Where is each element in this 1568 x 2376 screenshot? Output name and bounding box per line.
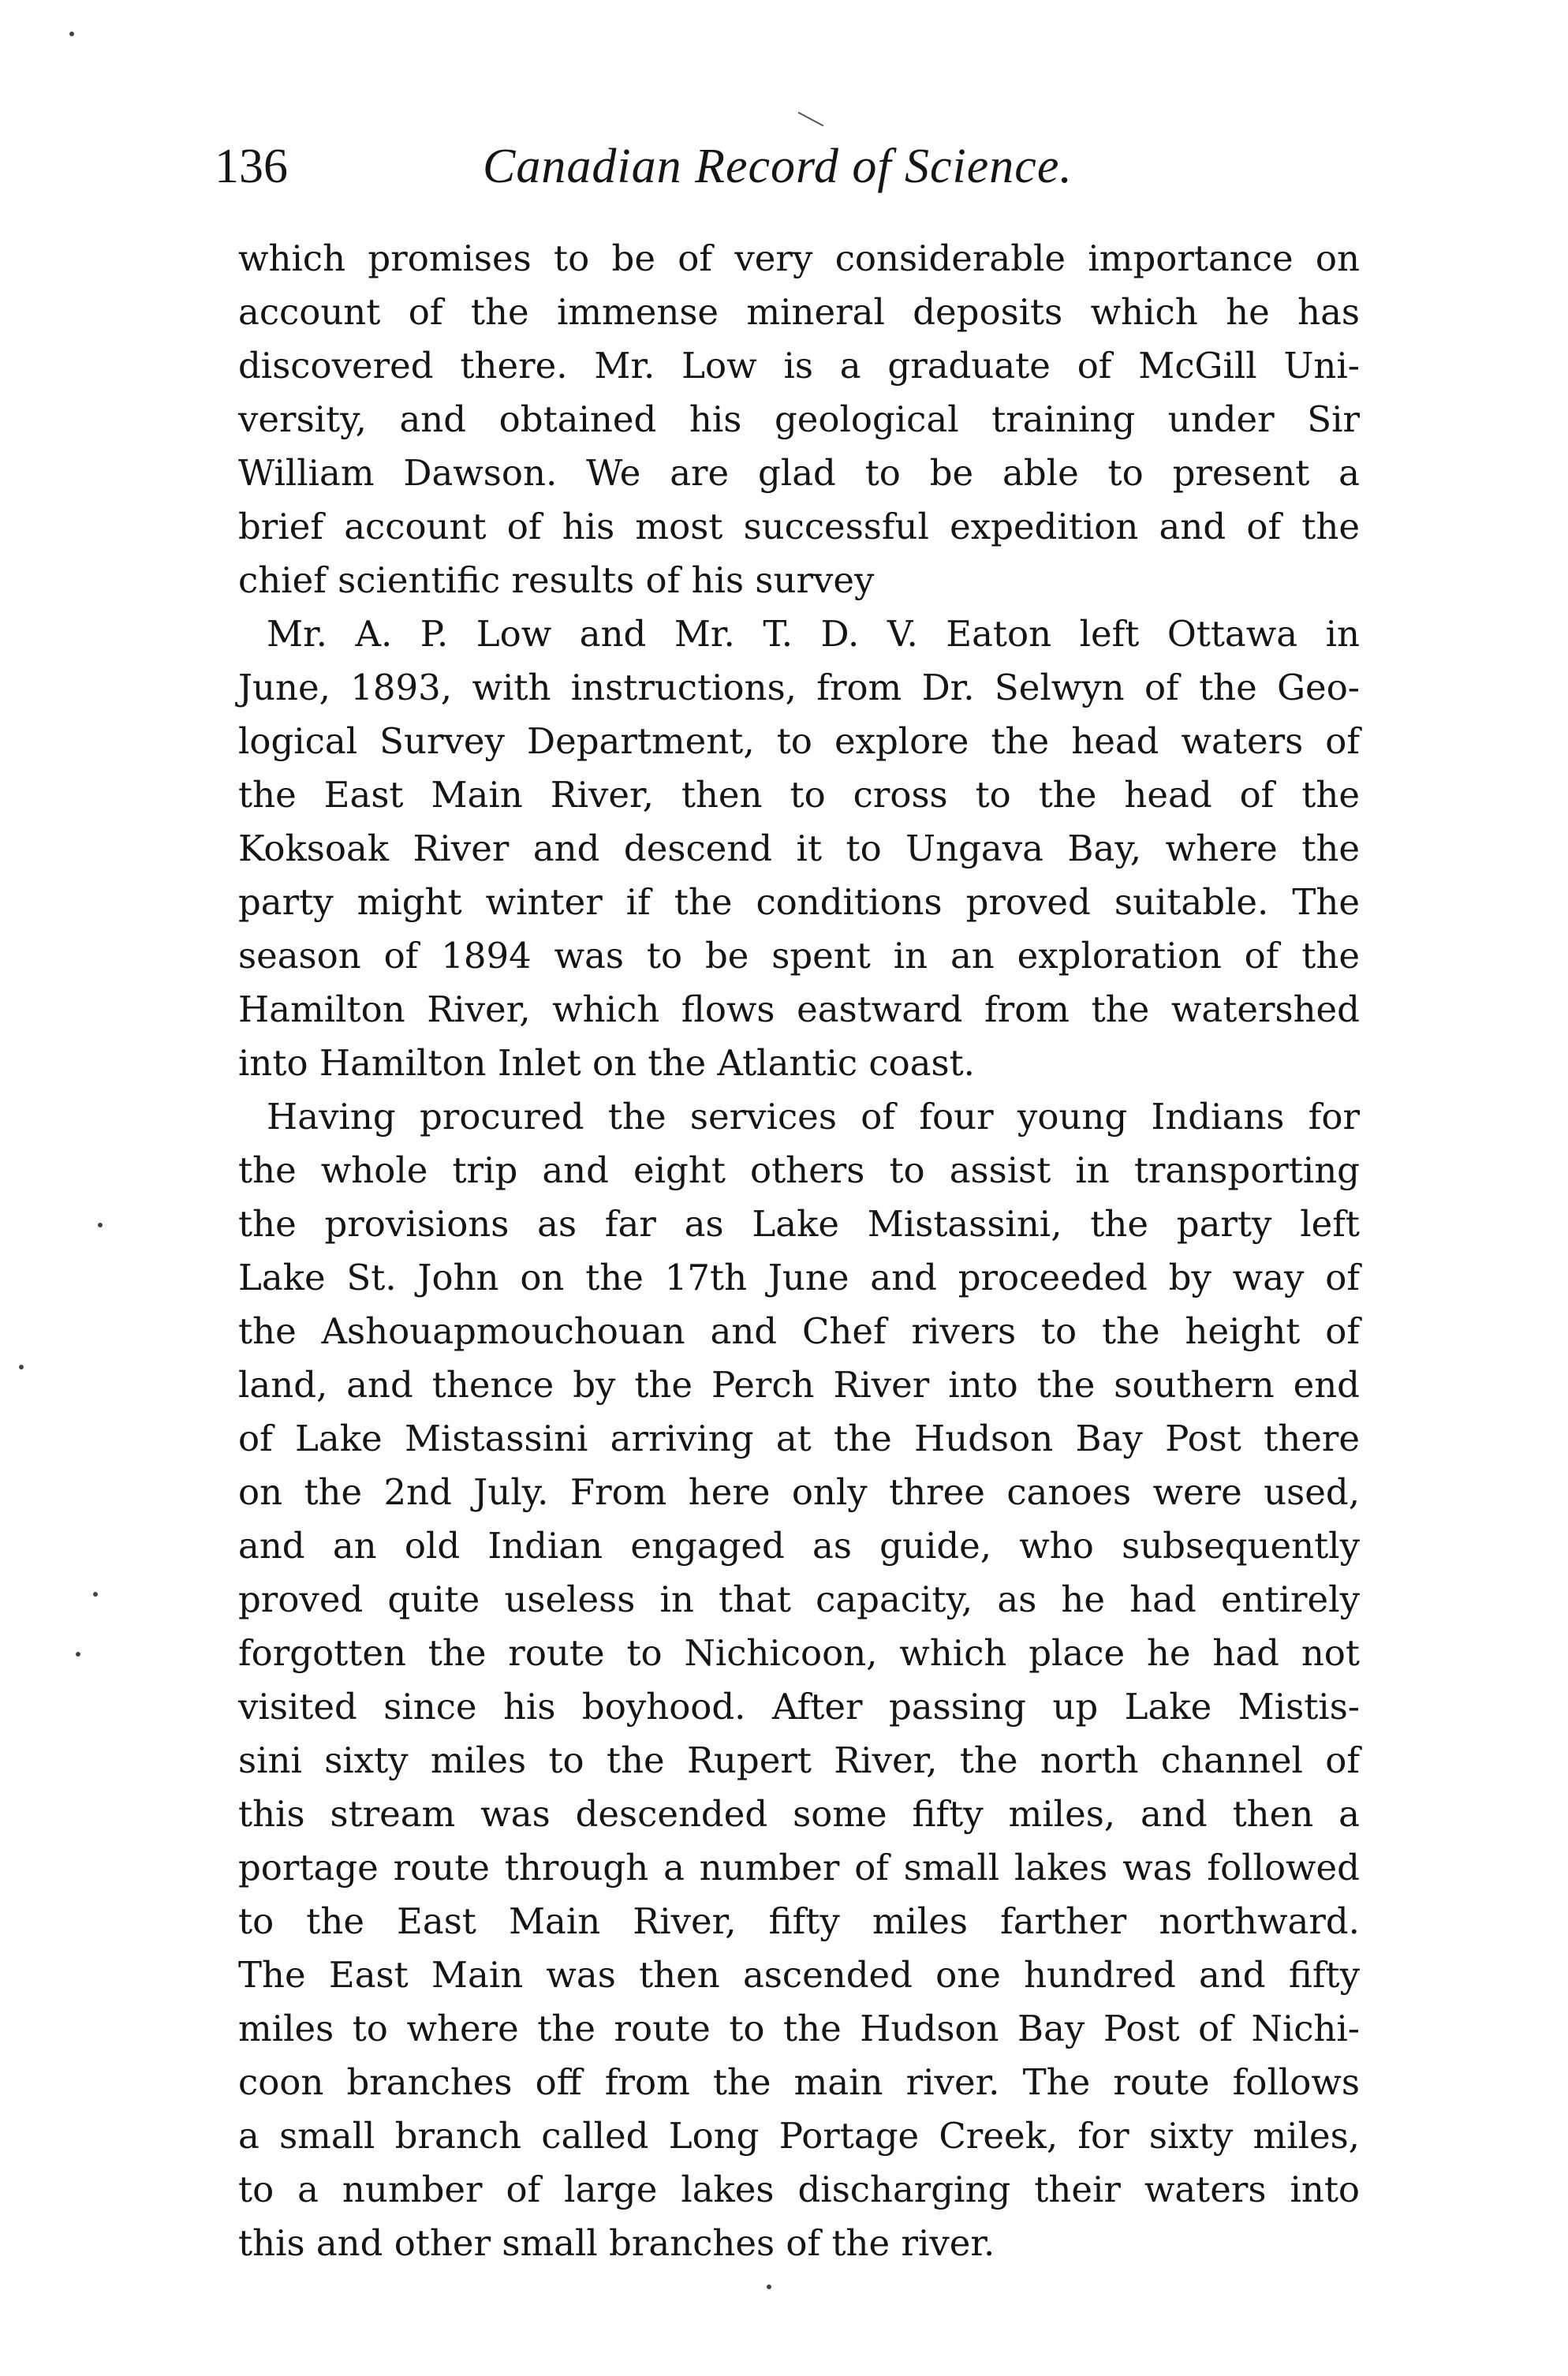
text-line: portage route through a number of small lakes was followed [238,1847,1360,1888]
text-line: the East Main River, then to cross to the head of the [238,774,1360,816]
text-line: to the East Main River, fifty miles farther northward. [238,1900,1360,1942]
text-line: this and other small branches of the river. [238,2222,995,2264]
text-line: on the 2nd July. From here only three canoes were used, [238,1471,1360,1513]
running-head [215,133,1358,204]
text-line: Koksoak River and descend it to Ungava Bay, where the [238,827,1360,869]
text-line: discovered there. Mr. Low is a graduate of McGill Uni- [238,345,1360,387]
text-line: the provisions as far as Lake Mistassini, the party left [238,1203,1360,1245]
text-line: proved quite useless in that capacity, as he had entirely [238,1578,1360,1620]
text-line: of Lake Mistassini arriving at the Hudson Bay Post there [238,1418,1360,1459]
text-line: the whole trip and eight others to assist in transporting [238,1149,1360,1191]
scan-speck [98,1223,103,1227]
text-line: party might winter if the conditions proved suitable. The [238,881,1360,923]
text-line: Lake St. John on the 17th June and proceeded by way of [238,1257,1360,1298]
text-line: to a number of large lakes discharging their waters into [238,2169,1360,2210]
text-line: logical Survey Department, to explore the head waters of [238,720,1360,762]
text-line: Having procured the services of four young Indians for [267,1096,1360,1138]
text-line: Mr. A. P. Low and Mr. T. D. V. Eaton left Ottawa in [267,613,1360,655]
text-line: brief account of his most successful expedition and of the [238,506,1360,547]
text-line: season of 1894 was to be spent in an exploration of the [238,935,1360,977]
page-number: 136 [215,140,288,193]
text-line: The East Main was then ascended one hundred and fifty [238,1954,1360,1996]
text-line: versity, and obtained his geological training under Sir [238,398,1360,440]
text-line: into Hamilton Inlet on the Atlantic coast. [238,1042,975,1084]
text-line: miles to where the route to the Hudson Bay Post of Nichi- [238,2008,1360,2049]
text-line: and an old Indian engaged as guide, who subsequently [238,1525,1360,1567]
text-line: coon branches off from the main river. The route follows [238,2061,1360,2103]
scan-speck [93,1592,98,1597]
text-line: June, 1893, with instructions, from Dr. Selwyn of the Geo- [238,667,1360,708]
text-line: land, and thence by the Perch River into the southern end [238,1364,1360,1406]
body-text [238,232,1360,2270]
scan-speck [69,32,74,36]
journal-title: Canadian Record of Science. [483,140,1073,193]
text-line: which promises to be of very considerable importance on [238,237,1360,279]
text-line: William Dawson. We are glad to be able to present a [238,452,1360,494]
text-line: Hamilton River, which flows eastward from the watershed [238,988,1360,1030]
text-line: a small branch called Long Portage Creek, for sixty miles, [238,2115,1360,2157]
text-line: the Ashouapmouchouan and Chef rivers to the height of [238,1310,1360,1352]
paragraph-1 [238,232,1360,607]
text-line: sini sixty miles to the Rupert River, the north channel of [238,1739,1360,1781]
text-line: forgotten the route to Nichicoon, which place he had not [238,1632,1360,1674]
paragraph-2 [238,607,1360,1090]
paragraph-3 [238,1090,1360,2270]
scan-speck [767,2284,771,2289]
text-line: this stream was descended some fifty miles, and then a [238,1793,1360,1835]
text-line: chief scientific results of his survey [238,559,875,601]
scan-speck [19,1365,24,1369]
scan-speck [76,1652,80,1657]
scan-mark [798,112,824,127]
text-line: visited since his boyhood. After passing up Lake Mistis- [238,1686,1360,1728]
text-line: account of the immense mineral deposits which he has [238,291,1360,333]
